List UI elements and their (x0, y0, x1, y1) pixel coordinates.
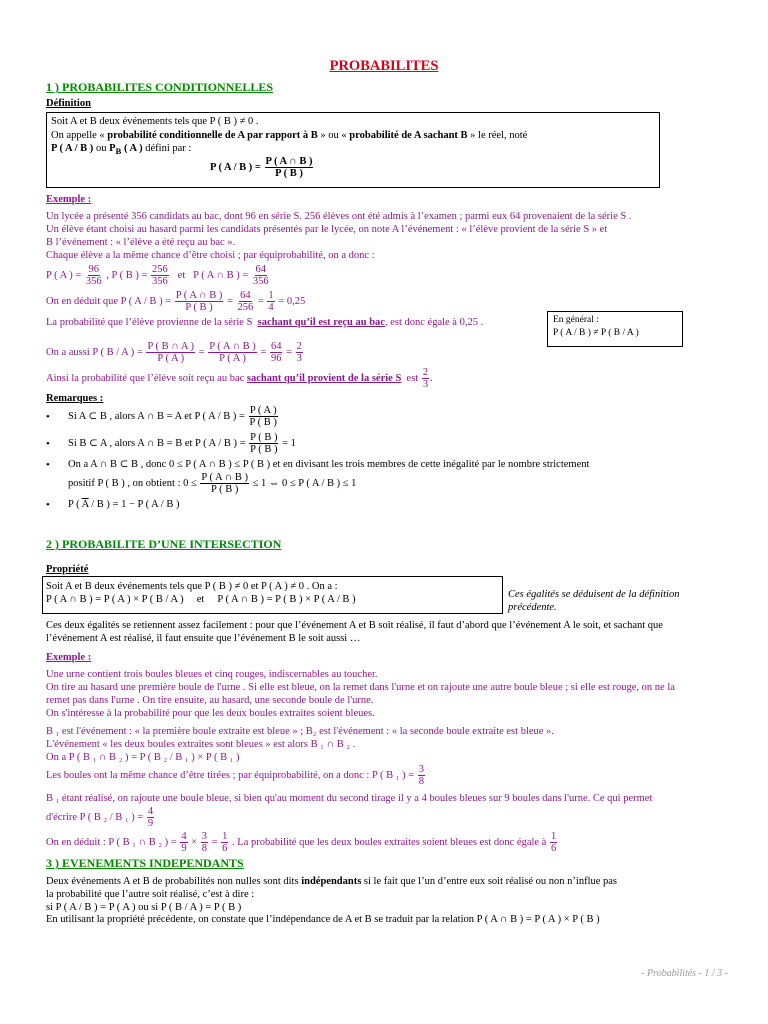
def-line-1: Soit A et B deux événements tels que P ( B ) ≠ 0 . (51, 116, 259, 127)
independence-line-2: la probabilité que l’autre soit réalisé, c’est à dire : (46, 889, 255, 900)
example-1-line-4: Chaque élève a la même chance d’être choisi ; par équiprobabilité, on a donc : (46, 250, 375, 261)
bullet-icon: • (46, 459, 50, 471)
remark-1: Si A ⊂ B , alors A ∩ B = A et P ( A / B ) = $\frac{P ( A )}{P ( B )}$ (68, 405, 277, 429)
example-2-label: Exemple : (46, 652, 92, 663)
independence-line-3: si P ( A / B ) = P ( A ) ou si P ( B / A ) = P ( B ) (46, 902, 242, 913)
bullet-icon: • (46, 499, 50, 511)
independence-line-1: Deux événements A et B de probabilités non nulles sont dits indépendants si le fait que l’un d’entre eux soit réalisé ou non n’influe pas (46, 876, 618, 887)
also-line: On a aussi P ( B / A ) = $\frac{P ( B \cap A )}{P ( A )}$ = $\frac{P ( A \cap B )}{P ( A )}$ = $\frac{64}{96}$ = $\frac{2}{3}$ (46, 341, 302, 365)
events-line-4: Les boules ont la même chance d’être tirées ; par équiprobabilité, on a donc : P ( B ₁ ) = $\frac{3}{8}$ (46, 764, 424, 788)
def-line-2: On appelle « probabilité conditionnelle de A par rapport à B » ou « probabilité de A sachant B » le réel, noté (51, 130, 528, 141)
page-footer: - Probabilités - 1 / 3 - (641, 968, 728, 979)
events-line-3: On a P ( B ₁ ∩ B ₂ ) = P ( B ₂ / B ₁ ) × P ( B ₁ ) (46, 752, 240, 763)
remark-3-line-1: On a A ∩ B ⊂ B , donc 0 ≤ P ( A ∩ B ) ≤ P ( B ) et en divisant les trois membres de cette inégalité par le nombre strictement (68, 459, 590, 470)
definition-label: Définition (46, 98, 91, 109)
example-1-line-3: B l’événement : « l’élève a été reçu au bac ». (46, 237, 236, 248)
events-line-5: B ₁ étant réalisé, on rajoute une boule bleue, si bien qu'au moment du second tirage il y a 4 boules bleues sur 9 boules dans l'urne. Ce qui permet (46, 793, 653, 804)
property-label: Propriété (46, 564, 89, 575)
example-2-line-1: Une urne contient trois boules bleues et cinq rouges, indiscernables au toucher. (46, 669, 378, 680)
events-line-6: d'écrire P ( B ₂ / B ₁ ) = $\frac{4}{9}$ (46, 806, 154, 830)
bullet-icon: • (46, 438, 50, 450)
def-formula: P ( A / B ) = $\frac{P ( A \cap B )}{P ( B )}$ (210, 156, 313, 180)
example-1-line-1: Un lycée a présenté 356 candidats au bac, dont 96 en série S. 256 élèves ont été admis à l’examen ; parmi eux 64 provenaient de la série S . (46, 211, 632, 222)
side-note-line-1: Ces égalités se déduisent de la définition (508, 589, 680, 600)
remark-3-line-2: positif P ( B ) , on obtient : 0 ≤ $\frac{P ( A \cap B )}{P ( B )}$ ≤ 1 ⇔ 0 ≤ P ( A / B ) ≤ 1 (68, 472, 357, 496)
example-2-line-3: remet pas dans l'urne . On tire ensuite, au hasard, une seconde boule de l'urne. (46, 695, 374, 706)
probabilities-line: P ( A ) = $\frac{96}{356}$ , P ( B ) = $\frac{256}{356}$ et P ( A ∩ B ) = $\frac{64}{356}$ (46, 264, 269, 288)
remark-4: P ( $\overline{A}$ / B ) = 1 − P ( A / B ) (68, 499, 180, 510)
deduction-line: On en déduit que P ( A / B ) = $\frac{P ( A \cap B )}{P ( B )}$ = $\frac{64}{256}$ = $\frac{1}{4}$ = 0,25 (46, 290, 306, 314)
probability-sentence: La probabilité que l’élève provienne de la série S sachant qu’il est reçu au bac, est donc égale à 0,25 . (46, 317, 484, 328)
def-line-3: P ( A / B ) ou $P_B$ ( A ) défini par : (51, 143, 192, 157)
example-2-line-2: On tire au hasard une première boule de l'urne . Si elle est bleue, on la remet dans l'urne et on rajoute une autre boule bleue ; si elle est rouge, on ne la (46, 682, 675, 693)
remarks-label: Remarques : (46, 393, 104, 404)
independence-line-4: En utilisant la propriété précédente, on constate que l’indépendance de A et B se traduit par la relation P ( A ∩ B ) = P ( A ) × P ( B ) (46, 914, 600, 925)
section-3-heading: 3 ) EVENEMENTS INDEPENDANTS (46, 856, 244, 870)
general-note-text: P ( A / B ) ≠ P ( B / A ) (553, 328, 639, 338)
page-title: PROBABILITES (329, 58, 439, 74)
example-2-line-4: On s'intéresse à la probabilité pour que les deux boules extraites soient bleues. (46, 708, 375, 719)
thus-line: Ainsi la probabilité que l’élève soit reçu au bac sachant qu’il provient de la série S est $\frac{2}{3}$ . (46, 367, 433, 391)
events-line-1: B ₁ est l'événement : « la première boule extraite est bleue » ; B₂ est l'événement : « la seconde boule extraite est bleue ». (46, 726, 554, 737)
property-line-2: P ( A ∩ B ) = P ( A ) × P ( B / A ) et P ( A ∩ B ) = P ( B ) × P ( A / B ) (46, 594, 356, 605)
example-1-label: Exemple : (46, 194, 92, 205)
bullet-icon: • (46, 411, 50, 423)
events-line-7: On en déduit : P ( B ₁ ∩ B ₂ ) = $\frac{4}{9}$ × $\frac{3}{8}$ = $\frac{1}{6}$ . La probabilité que les deux boules extraites soient bleues est donc égale à $\frac{1}{6}$ (46, 831, 557, 855)
property-line-1: Soit A et B deux événements tels que P ( B ) ≠ 0 et P ( A ) ≠ 0 . On a : (46, 581, 338, 592)
example-1-line-2: Un élève étant choisi au hasard parmi les candidats présentés par le lycée, on note A l’événement : « l’élève provient de la série S » et (46, 224, 608, 235)
remark-2: Si B ⊂ A , alors A ∩ B = B et P ( A / B ) = $\frac{P ( B )}{P ( B )}$ = 1 (68, 432, 296, 456)
events-line-2: L'événement « les deux boules extraites sont bleues » est alors B ₁ ∩ B ₂ . (46, 739, 356, 750)
general-note-label: En général : (553, 315, 599, 325)
section-2-heading: 2 ) PROBABILITE D’UNE INTERSECTION (46, 537, 282, 551)
retention-line-2: l’événement A est réalisé, il faut ensuite que l’événement B le soit aussi … (46, 633, 361, 644)
side-note-line-2: précédente. (508, 602, 557, 613)
retention-line-1: Ces deux égalités se retiennent assez facilement : pour que l’événement A et B soit réalisé, il faut d’abord que l’événement A le soit, et sachant que (46, 620, 663, 631)
section-1-heading: 1 ) PROBABILITES CONDITIONNELLES (46, 80, 274, 94)
